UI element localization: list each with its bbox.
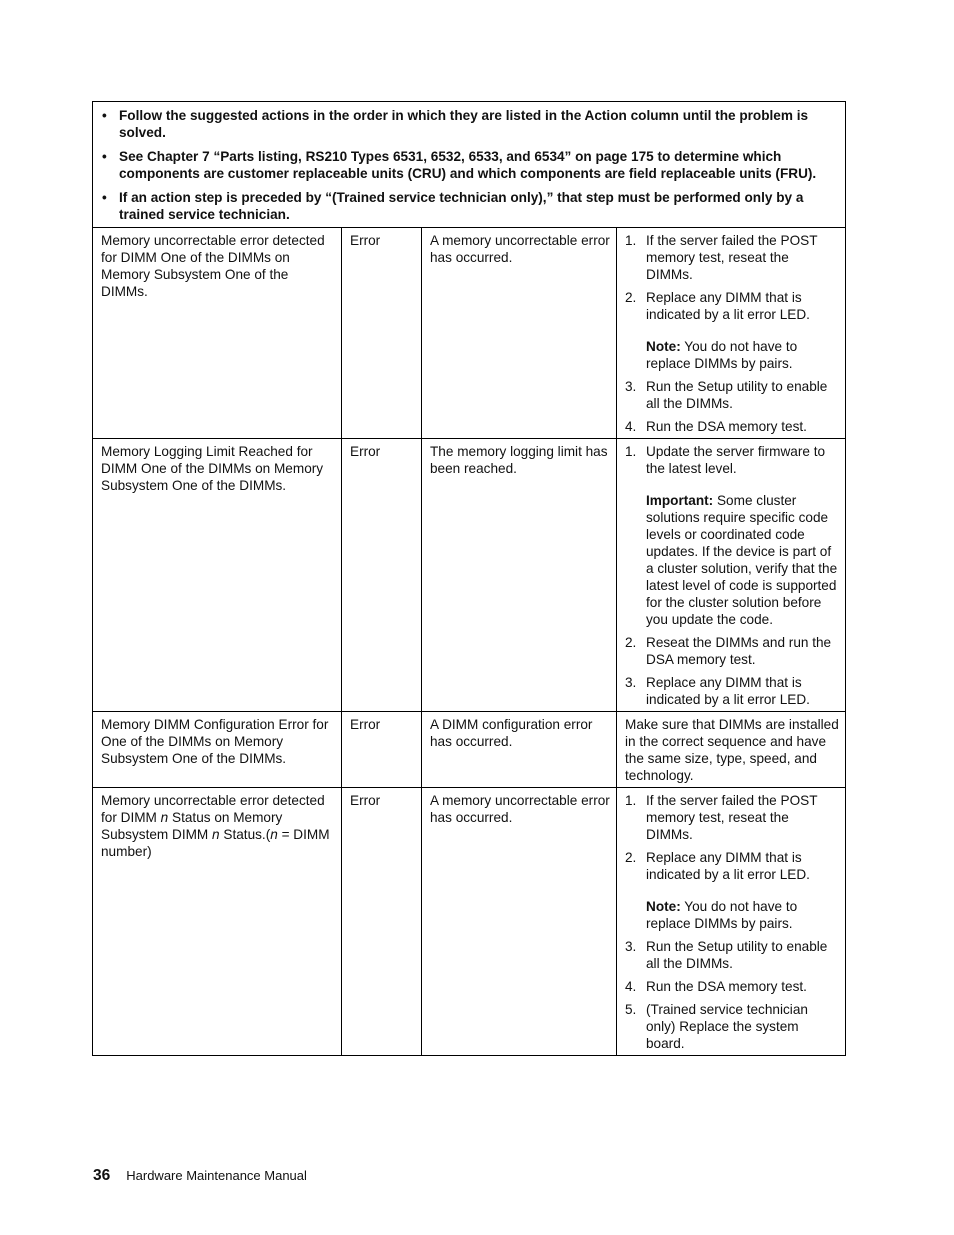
action-step: [625, 978, 839, 995]
step-number: 2.: [625, 635, 637, 650]
action-list: [625, 792, 839, 1052]
action-cell: [617, 788, 846, 1056]
table-row: [93, 439, 846, 712]
action-step: [625, 938, 839, 972]
step-number: 4.: [625, 419, 637, 434]
table-header-row: [93, 102, 846, 228]
important-text: Some cluster solutions require specific code levels or coordinated code updates. If the device is part of a cluster solution, verify that the latest level of code is supported for the cluster solution before you update the code.: [646, 493, 838, 627]
instruction-list: [101, 107, 837, 223]
step-number: 5.: [625, 1002, 637, 1017]
step-number: 2.: [625, 850, 637, 865]
step-number: 3.: [625, 379, 637, 394]
note-text: You do not have to replace DIMMs by pairs.: [646, 339, 798, 371]
step-text: Replace any DIMM that is indicated by a lit error LED.: [646, 850, 810, 882]
step-text: Reseat the DIMMs and run the DSA memory test.: [646, 635, 832, 667]
action-step: [625, 232, 839, 283]
action-list: [625, 443, 839, 708]
action-step: [625, 634, 839, 668]
action-step: [625, 443, 839, 628]
message-cell: Memory uncorrectable error detected for DIMM One of the DIMMs on Memory Subsystem One of the DIMMs.: [93, 228, 342, 439]
type-cell: Error: [342, 788, 422, 1056]
note-label: Note:: [646, 899, 681, 914]
action-step: [625, 418, 839, 435]
step-text: (Trained service technician only) Replace the system board.: [646, 1002, 808, 1051]
type-cell: Error: [342, 439, 422, 712]
variable-n: n: [212, 827, 220, 842]
step-text: Replace any DIMM that is indicated by a lit error LED.: [646, 675, 810, 707]
explanation-cell: A DIMM configuration error has occurred.: [422, 712, 617, 788]
step-text: Run the Setup utility to enable all the DIMMs.: [646, 379, 828, 411]
type-cell: Error: [342, 228, 422, 439]
variable-n: n: [160, 810, 169, 825]
important-label: Important:: [646, 493, 714, 508]
message-cell: Memory DIMM Configuration Error for One of the DIMMs on Memory Subsystem One of the DIMMs.: [93, 712, 342, 788]
action-step: [625, 378, 839, 412]
explanation-cell: A memory uncorrectable error has occurred.: [422, 228, 617, 439]
page-number: 36: [93, 1167, 111, 1184]
action-step: [625, 792, 839, 843]
note-text: You do not have to replace DIMMs by pairs.: [646, 899, 798, 931]
note-label: Note:: [646, 339, 681, 354]
step-number: 4.: [625, 979, 637, 994]
step-number: 1.: [625, 444, 637, 459]
step-text: If the server failed the POST memory test, reseat the DIMMs.: [646, 793, 818, 842]
step-note: [646, 338, 839, 372]
step-number: 1.: [625, 233, 637, 248]
message-text: Status on Memory Subsystem DIMM: [101, 810, 283, 842]
type-cell: Error: [342, 712, 422, 788]
page-footer: [93, 1166, 307, 1186]
step-number: 3.: [625, 675, 637, 690]
action-step: [625, 1001, 839, 1052]
step-important: [646, 492, 839, 628]
instruction-item: • Follow the suggested actions in the order in which they are listed in the Action column until the problem is solved.: [101, 107, 837, 141]
action-step: [625, 289, 839, 372]
action-cell: [617, 228, 846, 439]
message-cell: Memory Logging Limit Reached for DIMM One of the DIMMs on Memory Subsystem One of the DIMMs.: [93, 439, 342, 712]
table-row: [93, 788, 846, 1056]
step-text: Run the DSA memory test.: [646, 419, 807, 434]
action-step: [625, 849, 839, 932]
message-text: = DIMM number): [101, 827, 330, 859]
message-text: Status.(: [219, 827, 271, 842]
step-number: 1.: [625, 793, 637, 808]
step-text: Update the server firmware to the latest level.: [646, 444, 826, 476]
step-number: 2.: [625, 290, 637, 305]
step-text: Replace any DIMM that is indicated by a lit error LED.: [646, 290, 810, 322]
manual-title: Hardware Maintenance Manual: [126, 1168, 307, 1183]
instruction-item: • If an action step is preceded by “(Trained service technician only),” that step must be performed only by a trained service technician.: [101, 189, 837, 223]
action-cell: [617, 439, 846, 712]
step-text: If the server failed the POST memory test, reseat the DIMMs.: [646, 233, 818, 282]
step-text: Run the DSA memory test.: [646, 979, 807, 994]
error-message-table: [92, 101, 846, 1056]
action-step: [625, 674, 839, 708]
message-cell: [93, 788, 342, 1056]
variable-n: n: [270, 827, 278, 842]
action-list: [625, 232, 839, 435]
step-text: Run the Setup utility to enable all the DIMMs.: [646, 939, 828, 971]
action-cell: Make sure that DIMMs are installed in the correct sequence and have the same size, type, speed, and technology.: [617, 712, 846, 788]
instruction-item: • See Chapter 7 “Parts listing, RS210 Types 6531, 6532, 6533, and 6534” on page 175 to determine which components are customer replaceable units (CRU) and which components are field replaceable units (FRU).: [101, 148, 837, 182]
table-row: [93, 712, 846, 788]
instructions-cell: [93, 102, 846, 228]
step-note: [646, 898, 839, 932]
explanation-cell: A memory uncorrectable error has occurred.: [422, 788, 617, 1056]
explanation-cell: The memory logging limit has been reached.: [422, 439, 617, 712]
table-row: [93, 228, 846, 439]
step-number: 3.: [625, 939, 637, 954]
message-text: Memory uncorrectable error detected for DIMM: [101, 793, 325, 825]
